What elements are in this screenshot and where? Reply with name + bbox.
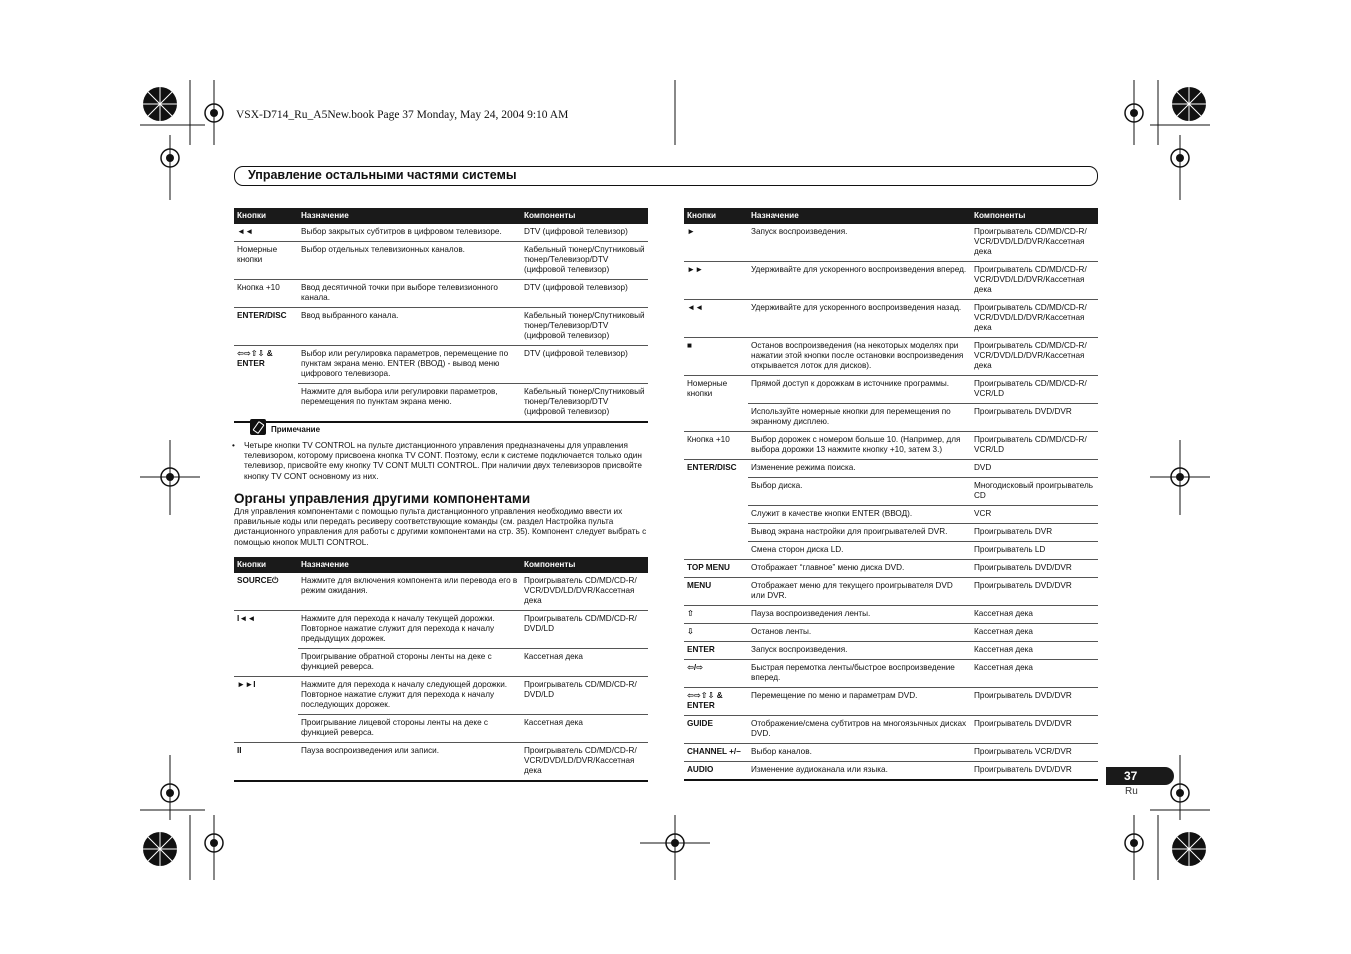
row-desc: Быстрая перемотка ленты/быстрое воспроизведение вперед. xyxy=(748,660,971,688)
table-row xyxy=(684,560,1098,578)
table-row xyxy=(684,432,1098,460)
tv-control-table xyxy=(234,208,648,423)
row-key xyxy=(684,478,748,506)
row-key xyxy=(684,404,748,432)
row-comp: Кассетная дека xyxy=(521,715,648,743)
row-comp: Кассетная дека xyxy=(971,660,1098,688)
col-header-buttons: Кнопки xyxy=(234,557,298,573)
row-key: GUIDE xyxy=(684,716,748,744)
row-comp: Кассетная дека xyxy=(521,649,648,677)
row-desc: Прямой доступ к дорожкам в источнике программы. xyxy=(748,376,971,404)
row-key: Кнопка +10 xyxy=(684,432,748,460)
table-row xyxy=(684,642,1098,660)
row-comp: Проигрыватель VCR/DVR xyxy=(971,744,1098,762)
table-row xyxy=(684,542,1098,560)
row-desc: Удерживайте для ускоренного воспроизведения назад. xyxy=(748,300,971,338)
row-desc: Изменение режима поиска. xyxy=(748,460,971,478)
row-key: ►►I xyxy=(237,680,256,689)
row-comp: Проигрыватель CD/MD/CD-R/ VCR/DVD/LD/DVR/Кассетная дека xyxy=(971,262,1098,300)
row-key: ENTER/DISC xyxy=(687,463,737,472)
book-header: VSX-D714_Ru_A5New.book Page 37 Monday, May 24, 2004 9:10 AM xyxy=(236,109,569,121)
row-desc: Выбор дорожек с номером больше 10. (Например, для выбора дорожки 13 нажмите кнопку +10, затем 3.) xyxy=(748,432,971,460)
row-desc: Останов воспроизведения (на некоторых моделях при нажатии этой кнопки после остановки воспроизведения открывается лоток для дисков). xyxy=(748,338,971,376)
row-desc: Изменение аудиоканала или языка. xyxy=(748,762,971,781)
row-desc: Удерживайте для ускоренного воспроизведения вперед. xyxy=(748,262,971,300)
row-desc: Вывод экрана настройки для проигрывателей DVR. xyxy=(748,524,971,542)
table-row xyxy=(684,688,1098,716)
row-comp: Проигрыватель CD/MD/CD-R/ VCR/DVD/LD/DVR/Кассетная дека xyxy=(971,224,1098,262)
row-key: ⇩ xyxy=(684,624,748,642)
row-desc: Используйте номерные кнопки для перемещения по экранному дисплею. xyxy=(748,404,971,432)
section-header xyxy=(234,166,1098,186)
table-row xyxy=(684,338,1098,376)
table-row xyxy=(684,404,1098,432)
col-header-purpose: Назначение xyxy=(298,557,521,573)
row-key xyxy=(684,524,748,542)
table-row xyxy=(684,744,1098,762)
table-row xyxy=(684,460,1098,478)
section2-title: Органы управления другими компонентами xyxy=(234,491,531,506)
table-header-row xyxy=(684,208,1098,224)
row-comp: Кассетная дека xyxy=(971,606,1098,624)
table-row xyxy=(234,743,648,782)
table-row xyxy=(234,384,648,423)
table-row xyxy=(684,262,1098,300)
row-key xyxy=(684,506,748,524)
row-comp: Проигрыватель DVD/DVR xyxy=(971,578,1098,606)
row-comp: Проигрыватель DVD/DVR xyxy=(971,404,1098,432)
table-header-row xyxy=(234,208,648,224)
row-desc: Пауза воспроизведения ленты. xyxy=(748,606,971,624)
row-desc: Выбор закрытых субтитров в цифровом телевизоре. xyxy=(298,224,521,242)
row-comp: DTV (цифровой телевизор) xyxy=(521,280,648,308)
table-row xyxy=(234,611,648,649)
row-comp: Кабельный тюнер/Спутниковый тюнер/Телевизор/DTV (цифровой телевизор) xyxy=(521,308,648,346)
row-desc: Отображает “главное” меню диска DVD. xyxy=(748,560,971,578)
row-key: ◄◄ xyxy=(234,224,298,242)
row-desc: Отображает меню для текущего проигрывателя DVD или DVR. xyxy=(748,578,971,606)
col-header-components: Компоненты xyxy=(971,208,1098,224)
table-row xyxy=(684,506,1098,524)
note-title: Примечание xyxy=(271,425,321,434)
row-comp: Проигрыватель CD/MD/CD-R/ DVD/LD xyxy=(521,611,648,649)
table-row xyxy=(234,677,648,715)
row-comp: Кабельный тюнер/Спутниковый тюнер/Телевизор/DTV (цифровой телевизор) xyxy=(521,384,648,423)
row-key: II xyxy=(234,743,298,782)
section-title: Управление остальными частями системы xyxy=(248,168,517,182)
table-header-row xyxy=(234,557,648,573)
row-desc: Проигрывание лицевой стороны ленты на деке с функцией реверса. xyxy=(298,715,521,743)
row-comp: Проигрыватель DVD/DVR xyxy=(971,716,1098,744)
components-table-1 xyxy=(234,557,648,782)
row-comp: Многодисковый проигрыватель CD xyxy=(971,478,1098,506)
language-code: Ru xyxy=(1125,786,1138,797)
row-key: ⇦⇨⇧⇩ & ENTER xyxy=(237,349,273,368)
row-comp: Проигрыватель CD/MD/CD-R/ DVD/LD xyxy=(521,677,648,715)
table-row xyxy=(684,578,1098,606)
row-desc: Ввод выбранного канала. xyxy=(298,308,521,346)
section2-intro: Для управления компонентами с помощью пульта дистанционного управления необходимо ввести их правильные коды или передать ресиверу соответствующие команды (см. раздел Настройка пульта дистанционного управления для работы с другими компонентами на стр. 35). Компонент следует выбрать с помощью кнопок MULTI CONTROL. xyxy=(234,507,647,547)
row-desc: Служит в качестве кнопки ENTER (ВВОД). xyxy=(748,506,971,524)
row-comp: Проигрыватель CD/MD/CD-R/ VCR/DVD/LD/DVR/Кассетная дека xyxy=(971,338,1098,376)
row-comp: Проигрыватель CD/MD/CD-R/ VCR/DVD/LD/DVR/Кассетная дека xyxy=(521,743,648,782)
row-key: ⇦/⇨ xyxy=(684,660,748,688)
row-desc: Нажмите для выбора или регулировки параметров, перемещения по пунктам экрана меню. xyxy=(298,384,521,423)
row-comp: Кабельный тюнер/Спутниковый тюнер/Телевизор/DTV (цифровой телевизор) xyxy=(521,242,648,280)
row-desc: Запуск воспроизведения. xyxy=(748,224,971,262)
col-header-purpose: Назначение xyxy=(298,208,521,224)
row-key xyxy=(234,384,298,423)
row-desc: Выбор отдельных телевизионных каналов. xyxy=(298,242,521,280)
note-icon xyxy=(250,419,266,435)
col-header-components: Компоненты xyxy=(521,208,648,224)
row-desc: Ввод десятичной точки при выборе телевизионного канала. xyxy=(298,280,521,308)
row-key: SOURCE⏻ xyxy=(234,573,298,611)
row-desc: Смена сторон диска LD. xyxy=(748,542,971,560)
row-comp: Проигрыватель DVD/DVR xyxy=(971,688,1098,716)
row-key: ⇦⇨⇧⇩ & ENTER xyxy=(684,688,748,716)
table-row xyxy=(234,242,648,280)
row-desc: Пауза воспроизведения или записи. xyxy=(298,743,521,782)
table-row xyxy=(684,716,1098,744)
row-comp: Проигрыватель DVD/DVR xyxy=(971,560,1098,578)
row-key: I◄◄ xyxy=(237,614,256,623)
table-row xyxy=(234,649,648,677)
row-key: TOP MENU xyxy=(684,560,748,578)
row-desc: Перемещение по меню и параметрам DVD. xyxy=(748,688,971,716)
table-row xyxy=(684,762,1098,781)
row-comp: Проигрыватель CD/MD/CD-R/ VCR/LD xyxy=(971,376,1098,404)
row-comp: Проигрыватель CD/MD/CD-R/ VCR/DVD/LD/DVR/Кассетная дека xyxy=(971,300,1098,338)
row-key: ►► xyxy=(684,262,748,300)
row-comp: DVD xyxy=(971,460,1098,478)
note-body xyxy=(232,441,648,482)
table-row xyxy=(684,376,1098,404)
row-desc: Останов ленты. xyxy=(748,624,971,642)
row-key: CHANNEL +/– xyxy=(684,744,748,762)
components-table-2 xyxy=(684,208,1098,781)
table-row xyxy=(684,624,1098,642)
row-desc: Отображение/смена субтитров на многоязычных дисках DVD. xyxy=(748,716,971,744)
note-text: Четыре кнопки TV CONTROL на пульте дистанционного управления предназначены для управления телевизором, которому присвоена кнопка TV CONT. Поэтому, если к системе подключается только один телевизор, присвойте ему кнопку TV CONT MULTI CONTROL. При наличии двух телевизоров присвойте кнопку TV CONT основному из них. xyxy=(244,441,642,481)
col-header-components: Компоненты xyxy=(521,557,648,573)
col-header-purpose: Назначение xyxy=(748,208,971,224)
table-row xyxy=(234,346,648,384)
row-key: ◄◄ xyxy=(684,300,748,338)
row-desc: Проигрывание обратной стороны ленты на деке с функцией реверса. xyxy=(298,649,521,677)
row-key xyxy=(234,649,298,677)
row-desc: Нажмите для перехода к началу следующей дорожки. Повторное нажатие служит для перехода к началу последующих дорожек. xyxy=(298,677,521,715)
table-row xyxy=(234,280,648,308)
row-desc: Выбор или регулировка параметров, перемещение по пунктам экрана меню. ENTER (ВВОД) - вывод меню цифрового телевизора. xyxy=(298,346,521,384)
row-key: ⇧ xyxy=(684,606,748,624)
row-comp: Проигрыватель DVD/DVR xyxy=(971,762,1098,781)
page-number-tab xyxy=(1106,767,1174,785)
row-key: Номерные кнопки xyxy=(687,379,728,398)
row-comp: VCR xyxy=(971,506,1098,524)
table-row xyxy=(684,300,1098,338)
table-row xyxy=(684,606,1098,624)
row-key: ENTER/DISC xyxy=(234,308,298,346)
row-key: ► xyxy=(684,224,748,262)
col-header-buttons: Кнопки xyxy=(684,208,748,224)
row-key: MENU xyxy=(684,578,748,606)
row-key: ENTER xyxy=(684,642,748,660)
table-row xyxy=(234,224,648,242)
table-row xyxy=(234,308,648,346)
row-comp: Проигрыватель LD xyxy=(971,542,1098,560)
page-number: 37 xyxy=(1124,769,1138,783)
row-key xyxy=(234,715,298,743)
row-comp: Проигрыватель DVR xyxy=(971,524,1098,542)
row-key: AUDIO xyxy=(684,762,748,781)
row-comp: Проигрыватель CD/MD/CD-R/ VCR/DVD/LD/DVR/Кассетная дека xyxy=(521,573,648,611)
row-desc: Выбор каналов. xyxy=(748,744,971,762)
row-key xyxy=(684,542,748,560)
table-row xyxy=(684,524,1098,542)
row-comp: Кассетная дека xyxy=(971,642,1098,660)
table-row xyxy=(234,573,648,611)
row-desc: Запуск воспроизведения. xyxy=(748,642,971,660)
note-bullet: • xyxy=(232,441,235,450)
row-comp: DTV (цифровой телевизор) xyxy=(521,346,648,384)
table-row xyxy=(684,660,1098,688)
table-row xyxy=(684,224,1098,262)
row-key: Кнопка +10 xyxy=(234,280,298,308)
row-key: Номерные кнопки xyxy=(234,242,298,280)
row-desc: Нажмите для включения компонента или перевода его в режим ожидания. xyxy=(298,573,521,611)
row-desc: Нажмите для перехода к началу текущей дорожки. Повторное нажатие служит для перехода к началу предыдущих дорожек. xyxy=(298,611,521,649)
row-comp: Проигрыватель CD/MD/CD-R/ VCR/LD xyxy=(971,432,1098,460)
row-desc: Выбор диска. xyxy=(748,478,971,506)
col-header-buttons: Кнопки xyxy=(234,208,298,224)
table-row xyxy=(684,478,1098,506)
row-comp: DTV (цифровой телевизор) xyxy=(521,224,648,242)
table-row xyxy=(234,715,648,743)
row-comp: Кассетная дека xyxy=(971,624,1098,642)
row-key: ■ xyxy=(684,338,748,376)
